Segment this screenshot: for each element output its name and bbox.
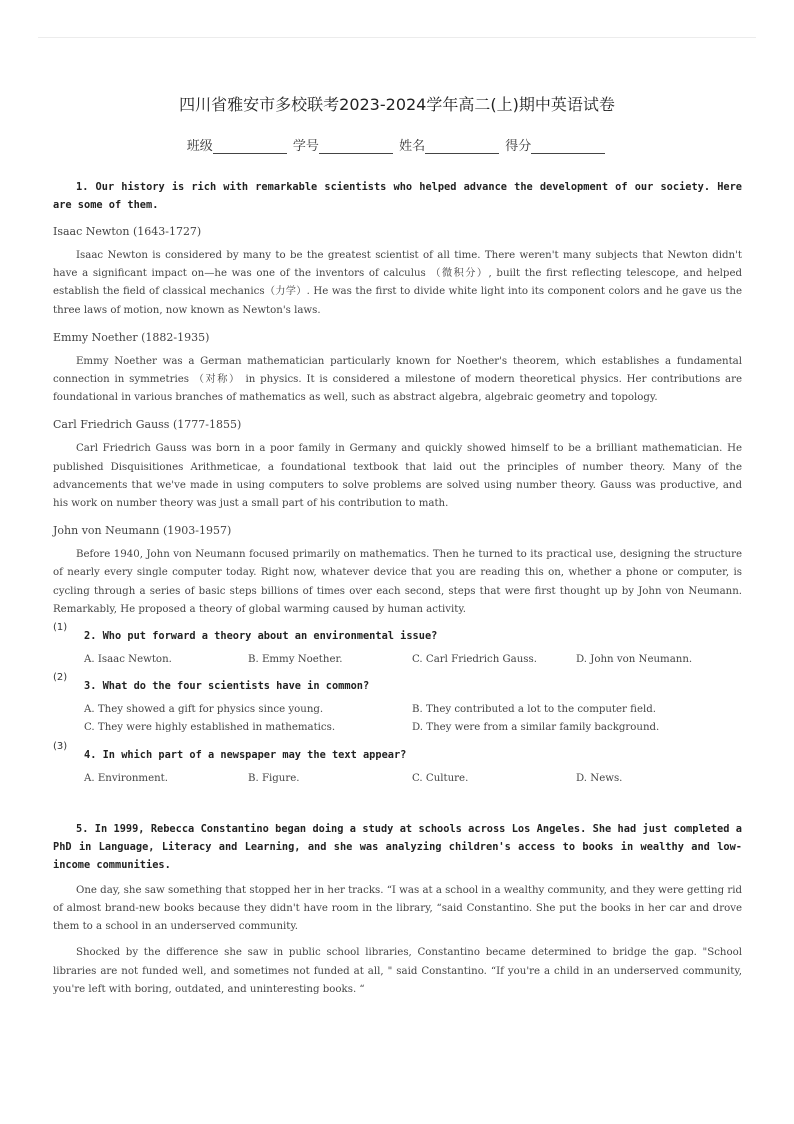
sub-question-number: (2) <box>53 672 68 684</box>
name-blank[interactable] <box>425 141 499 154</box>
section-text: Emmy Noether was a German mathematician particularly known for Noether's theorem, which establishes a fundamental connection in symmetries （对称） in physics. It is considered a milestone of modern theoretical physics. Her contributions are foundational in various branches of mathematics as well, such as abstract algebra, algebraic geometry and topology. <box>53 355 742 404</box>
option-b[interactable]: B. Emmy Noether. <box>248 654 343 666</box>
options-group <box>53 651 742 669</box>
header-divider <box>38 37 756 38</box>
question-5-stem: 5. In 1999, Rebecca Constantino began doing a study at schools across Los Angeles. She had just completed a PhD in Language, Literacy and Learning, and she was analyzing children's access to books in wealthy and low-income communities. <box>53 822 742 871</box>
option-d[interactable]: D. John von Neumann. <box>576 654 693 666</box>
section-heading: Emmy Noether (1882-1935) <box>53 330 210 344</box>
info-label-id: 学号 <box>292 139 319 154</box>
sub-question-number: (3) <box>53 740 68 752</box>
page-title: 四川省雅安市多校联考2023-2024学年高二(上)期中英语试卷 <box>179 95 615 114</box>
sub-question-2 <box>53 672 742 737</box>
sub-question-1 <box>53 622 742 669</box>
section-heading: Isaac Newton (1643-1727) <box>53 225 202 238</box>
class-blank[interactable] <box>213 141 287 154</box>
passage-paragraph: Shocked by the difference she saw in public school libraries, Constantino became determined to bridge the gap. "School libraries are not funded well, and sometimes not funded at all, " said Constantino. “If you're a child in an underserved community, you're left with boring, outdated, and uninteresting books. “ <box>53 947 742 995</box>
option-b[interactable]: B. They contributed a lot to the computer field. <box>412 704 657 716</box>
info-label-class: 班级 <box>186 139 213 154</box>
options-group <box>53 770 742 788</box>
section-text: Isaac Newton is considered by many to be the greatest scientist of all time. There weren't many subjects that Newton didn't have a significant impact on—he was one of the inventors of calculus （微积分）, built the first reflecting telescope, and helped establish the field of classical mechanics（力学）. He was the first to divide white light into its component colors and he gave us the three laws of motion, now known as Newton's laws. <box>53 250 742 316</box>
question-1-stem: 1. Our history is rich with remarkable scientists who helped advance the development of our society. Here are some of them. <box>53 181 742 211</box>
score-blank[interactable] <box>531 141 605 154</box>
exam-content <box>53 178 742 1003</box>
option-a[interactable]: A. Environment. <box>84 772 168 784</box>
student-info-row <box>0 135 794 154</box>
id-blank[interactable] <box>319 141 393 154</box>
option-d[interactable]: D. News. <box>576 772 623 784</box>
question-spacer <box>53 788 742 820</box>
section-heading: John von Neumann (1903-1957) <box>53 524 232 538</box>
sub-question-number: (1) <box>53 622 68 634</box>
option-c[interactable]: C. Culture. <box>412 772 469 784</box>
option-a[interactable]: A. Isaac Newton. <box>84 654 172 666</box>
option-a[interactable]: A. They showed a gift for physics since young. <box>84 704 324 716</box>
passage-paragraph: One day, she saw something that stopped her in her tracks. “I was at a school in a wealthy community, and they were getting rid of almost brand-new books because they didn't have room in the library, “said Constantino. She put the books in her car and drove them to a school in an underserved community. <box>53 884 742 933</box>
section-text: Before 1940, John von Neumann focused primarily on mathematics. Then he turned to its practical use, designing the structure of nearly every single computer today. Right now, whatever device that you are reading this on, whether a phone or computer, is cycling through a series of basic steps billions of times over each second, steps that were first thought up by John von Neumann. Remarkably, He proposed a theory of global warming caused by human activity. <box>53 549 742 615</box>
option-c[interactable]: C. They were highly established in mathematics. <box>84 722 336 734</box>
sub-question-text: 3. What do the four scientists have in common? <box>84 680 370 693</box>
section-text: Carl Friedrich Gauss was born in a poor family in Germany and quickly showed himself to be a brilliant mathematician. He published Disquisitiones Arithmeticae, a foundational textbook that laid out the principles of number theory. Many of the advancements that we've made in using computers to solve problems are solved using number theory. Gauss was productive, and his work on number theory was just a small part of his contribution to math. <box>53 443 742 510</box>
info-label-score: 得分 <box>505 139 532 154</box>
info-label-name: 姓名 <box>399 139 426 154</box>
sub-question-3 <box>53 740 742 788</box>
section-heading: Carl Friedrich Gauss (1777-1855) <box>53 418 242 432</box>
sub-question-text: 4. In which part of a newspaper may the text appear? <box>84 748 407 761</box>
options-group <box>53 701 742 737</box>
option-d[interactable]: D. They were from a similar family background. <box>412 722 660 734</box>
option-b[interactable]: B. Figure. <box>248 772 300 784</box>
option-c[interactable]: C. Carl Friedrich Gauss. <box>412 654 537 666</box>
sub-question-text: 2. Who put forward a theory about an environmental issue? <box>84 630 438 643</box>
